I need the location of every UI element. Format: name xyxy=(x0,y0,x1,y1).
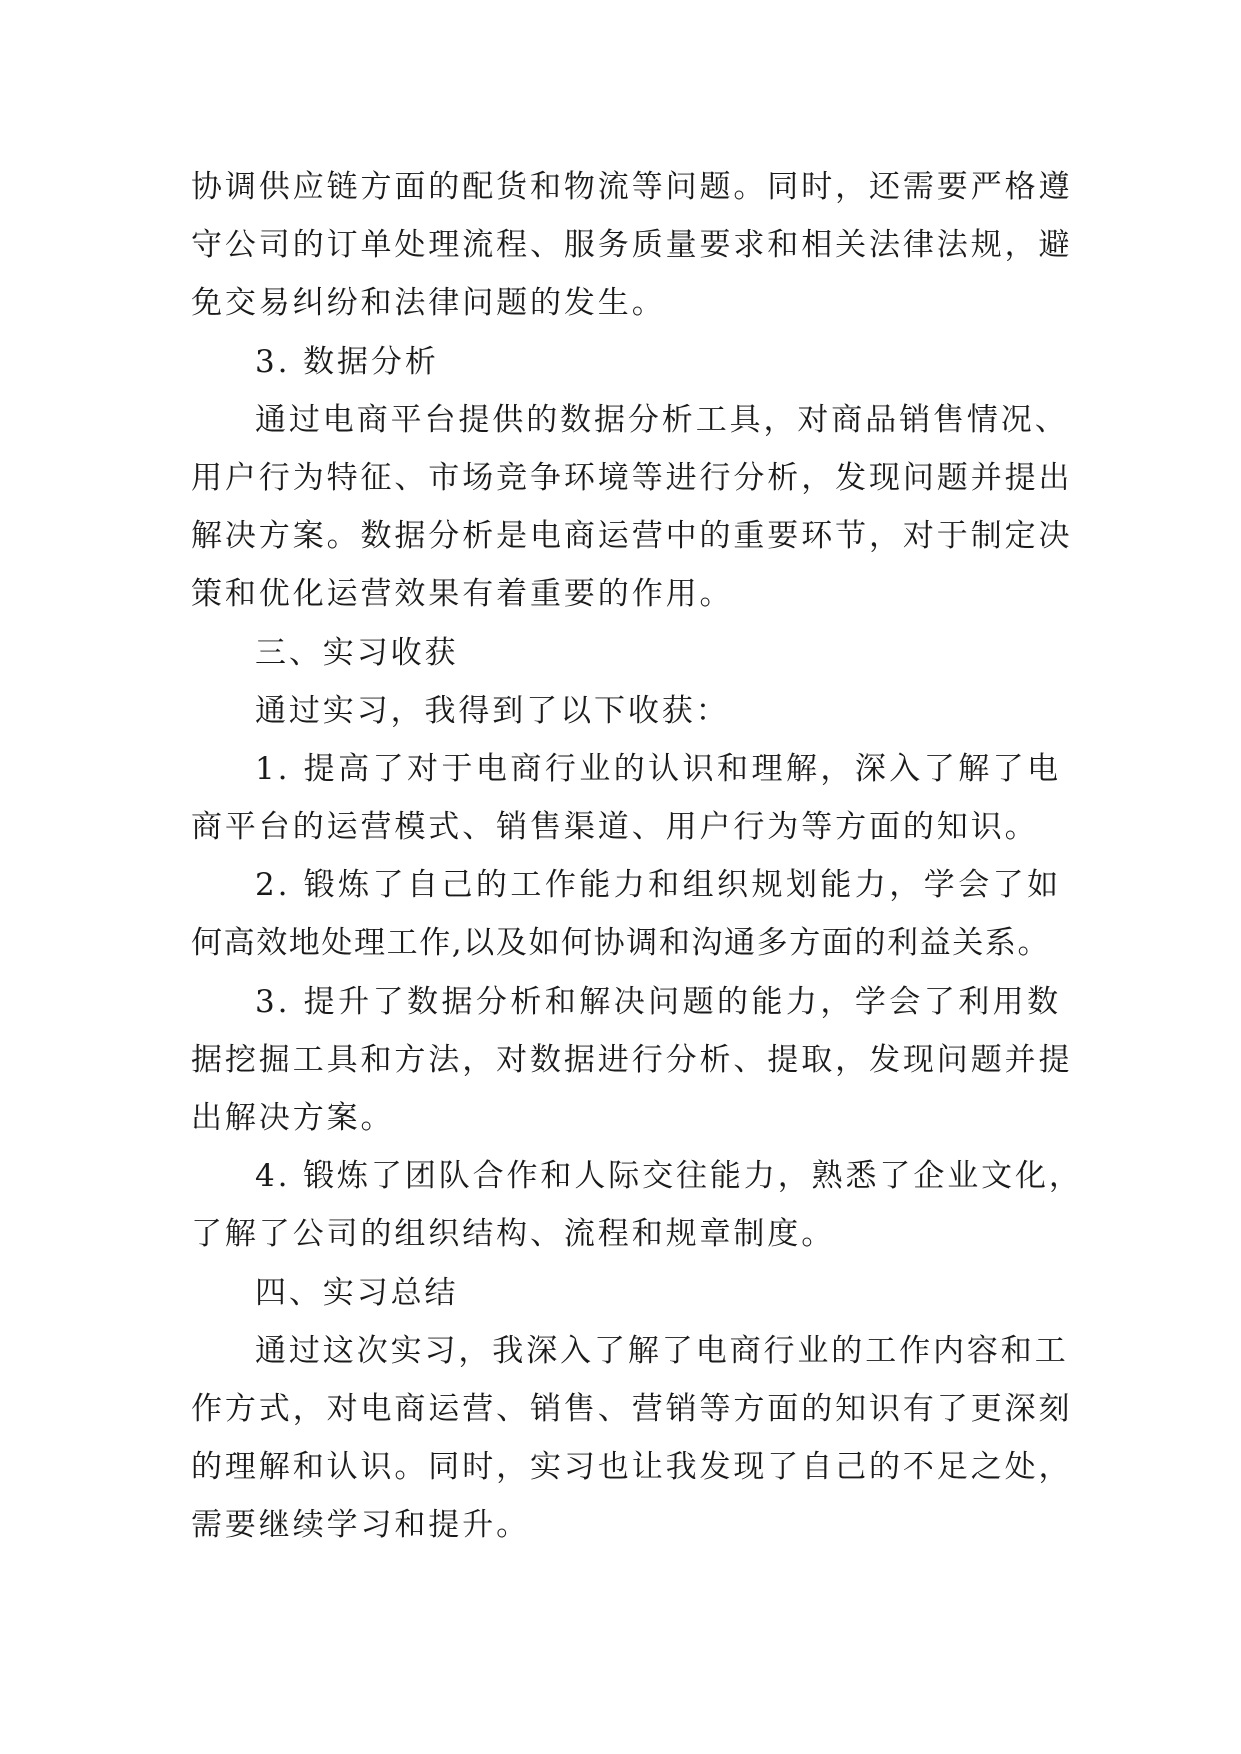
text-line: 免交易纠纷和法律问题的发生。 xyxy=(191,285,666,322)
paragraph-gains-intro xyxy=(191,682,1061,740)
text-line: 三、实习收获 xyxy=(255,634,459,671)
paragraph-data-analysis xyxy=(191,391,1073,624)
text-line: 出解决方案。 xyxy=(191,1100,395,1136)
text-line: 3. 提升了数据分析和解决问题的能力，学会了利用数 xyxy=(255,983,1061,1020)
text-line: 需要继续学习和提升。 xyxy=(191,1507,530,1544)
text-line: 作方式，对电商运营、销售、营销等方面的知识有了更深刻 xyxy=(191,1390,1073,1427)
document-body xyxy=(191,158,1083,1555)
text-line: 4. 锻炼了团队合作和人际交往能力，熟悉了企业文化， xyxy=(255,1158,1083,1195)
text-line: 2. 锻炼了自己的工作能力和组织规划能力，学会了如 xyxy=(255,867,1061,904)
text-line: 通过这次实习，我深入了解了电商行业的工作内容和工 xyxy=(255,1332,1069,1369)
text-line: 通过电商平台提供的数据分析工具，对商品销售情况、 xyxy=(255,401,1069,438)
text-line: 1. 提高了对于电商行业的认识和理解，深入了解了电 xyxy=(255,750,1061,787)
section-heading-summary xyxy=(191,1264,1061,1322)
list-item-gain-2 xyxy=(191,856,1061,972)
section-heading-data-analysis xyxy=(191,333,1061,391)
list-item-gain-1 xyxy=(191,740,1061,856)
text-line: 何高效地处理工作,以及如何协调和沟通多方面的利益关系。 xyxy=(191,925,1051,962)
text-line: 商平台的运营模式、销售渠道、用户行为等方面的知识。 xyxy=(191,809,1039,846)
text-line: 了解了公司的组织结构、流程和规章制度。 xyxy=(191,1216,836,1253)
paragraph-supply-chain xyxy=(191,158,1073,333)
list-item-gain-3 xyxy=(191,973,1073,1148)
text-line: 用户行为特征、市场竞争环境等进行分析，发现问题并提出 xyxy=(191,459,1073,496)
text-line: 据挖掘工具和方法，对数据进行分析、提取，发现问题并提 xyxy=(191,1041,1073,1078)
section-heading-gains xyxy=(191,624,1061,682)
text-line: 的理解和认识。同时，实习也让我发现了自己的不足之处， xyxy=(191,1449,1073,1486)
text-line: 策和优化运营效果有着重要的作用。 xyxy=(191,576,734,613)
text-line: 守公司的订单处理流程、服务质量要求和相关法律法规，避 xyxy=(191,227,1073,264)
paragraph-summary xyxy=(191,1322,1073,1555)
list-item-gain-4 xyxy=(191,1147,1083,1263)
text-line: 解决方案。数据分析是电商运营中的重要环节，对于制定决 xyxy=(191,518,1073,555)
text-line: 通过实习，我得到了以下收获： xyxy=(255,692,730,729)
text-line: 四、实习总结 xyxy=(255,1274,459,1311)
text-line: 协调供应链方面的配货和物流等问题。同时，还需要严格遵 xyxy=(191,169,1073,205)
text-line: 3. 数据分析 xyxy=(255,343,439,380)
